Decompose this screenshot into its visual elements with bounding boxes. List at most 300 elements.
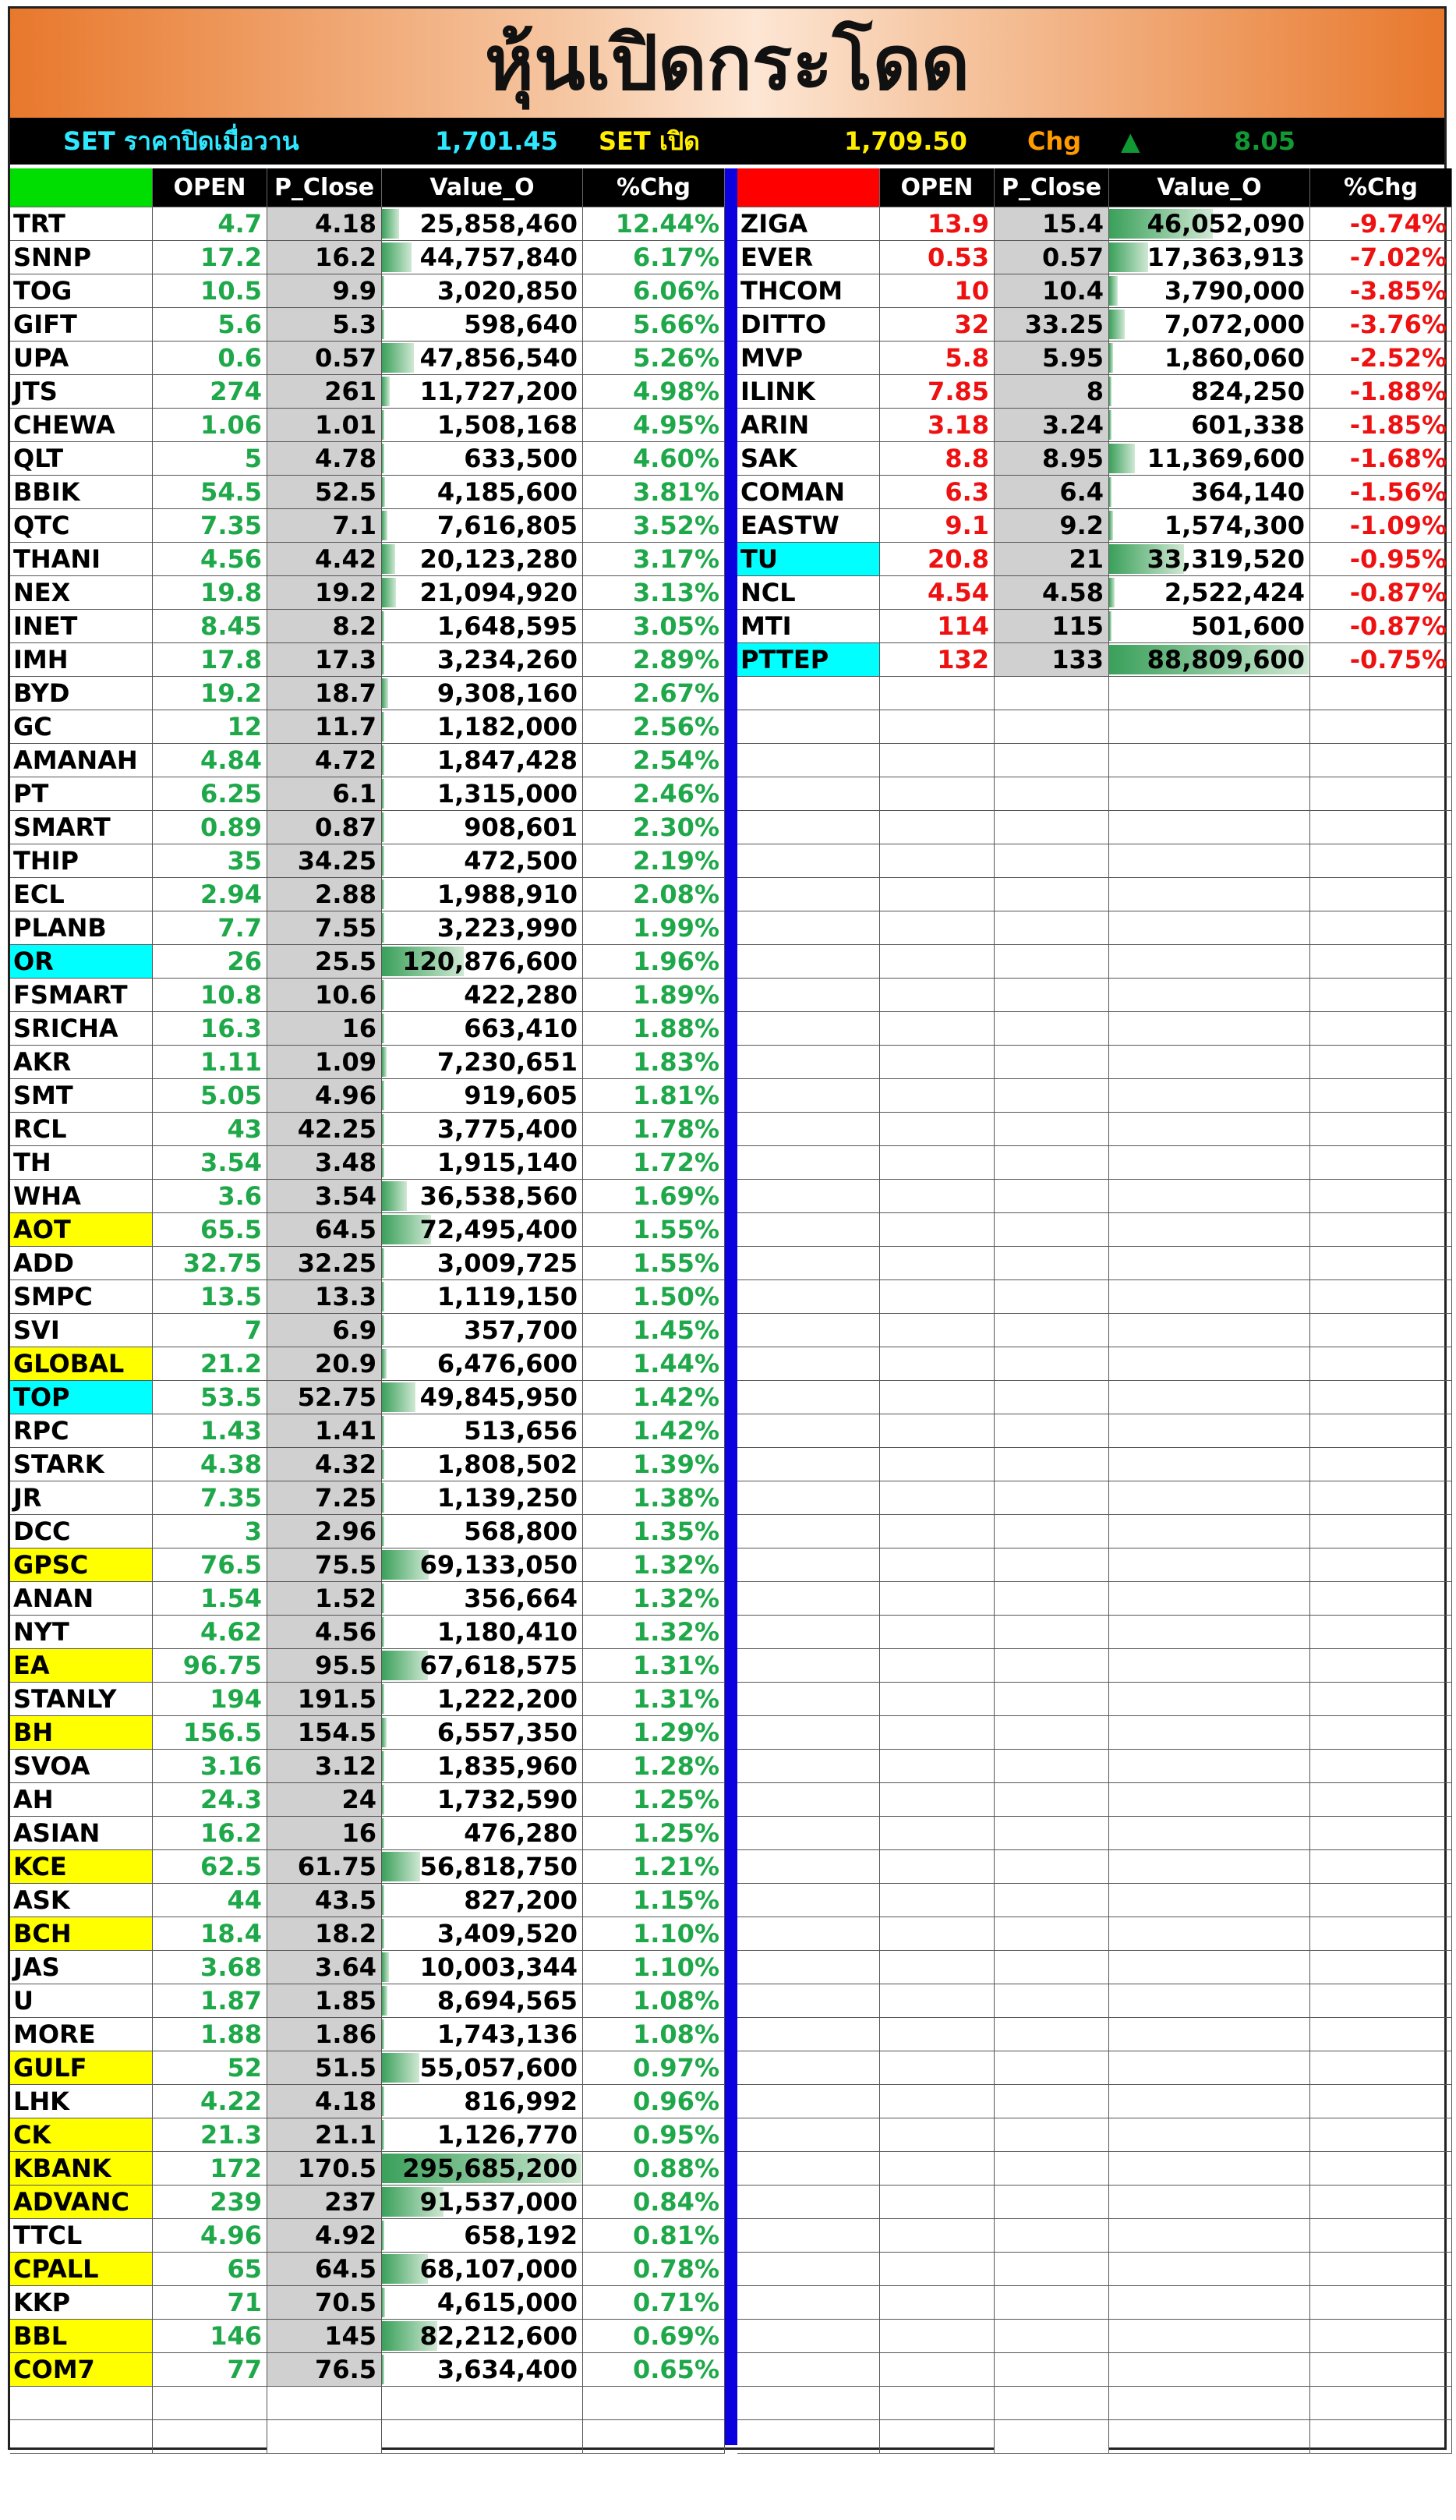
open-value: [382, 1649, 583, 1683]
stock-symbol[interactable]: RCL: [10, 1113, 153, 1146]
open-price: 96.75: [153, 1649, 267, 1683]
value-data-bar: [382, 678, 388, 708]
open-value: [382, 1012, 583, 1046]
stock-symbol[interactable]: AH: [10, 1783, 153, 1817]
empty-cell: [382, 2420, 583, 2454]
open-price: 4.96: [153, 2219, 267, 2253]
value-text: 47,856,540: [419, 343, 578, 373]
open-price: 18.4: [153, 1917, 267, 1951]
value-text: 1,808,502: [436, 1449, 578, 1479]
stock-symbol[interactable]: ADVANC: [10, 2186, 153, 2219]
empty-row: [737, 2051, 1452, 2085]
open-price: 35: [153, 844, 267, 878]
empty-cell: [880, 1146, 995, 1180]
empty-cell: [880, 2286, 995, 2320]
stock-symbol[interactable]: QTC: [10, 509, 153, 543]
empty-cell: [1109, 1481, 1310, 1515]
empty-row: [737, 1616, 1452, 1649]
open-price: 3.6: [153, 1180, 267, 1213]
empty-cell: [737, 1783, 880, 1817]
open-price: 77: [153, 2353, 267, 2387]
table-row: [10, 241, 725, 274]
stock-symbol[interactable]: GLOBAL: [10, 1347, 153, 1381]
prev-close-price: 19.2: [267, 576, 382, 610]
value-text: 1,119,150: [436, 1282, 578, 1311]
open-price: 0.89: [153, 811, 267, 844]
stock-symbol[interactable]: UPA: [10, 342, 153, 375]
stock-symbol[interactable]: MORE: [10, 2018, 153, 2051]
empty-row: [737, 1481, 1452, 1515]
value-data-bar: [382, 2086, 384, 2116]
stock-symbol[interactable]: IMH: [10, 643, 153, 677]
stock-symbol[interactable]: KCE: [10, 1850, 153, 1884]
stock-symbol[interactable]: CK: [10, 2118, 153, 2152]
open-price: 7.35: [153, 1481, 267, 1515]
open-price: 1.43: [153, 1414, 267, 1448]
empty-cell: [737, 1884, 880, 1917]
empty-cell: [995, 1683, 1109, 1716]
value-text: 1,126,770: [436, 2120, 578, 2150]
empty-row: [737, 1448, 1452, 1481]
stock-symbol[interactable]: ECL: [10, 878, 153, 911]
stock-symbol[interactable]: THANI: [10, 543, 153, 576]
open-price: 7.7: [153, 911, 267, 945]
open-value: [382, 744, 583, 777]
stock-symbol[interactable]: ARIN: [737, 409, 880, 442]
stock-symbol[interactable]: BH: [10, 1716, 153, 1750]
value-text: 1,222,200: [436, 1684, 578, 1714]
prev-close-price: 16.2: [267, 241, 382, 274]
prev-close-price: 75.5: [267, 1548, 382, 1582]
stock-symbol[interactable]: EA: [10, 1649, 153, 1683]
table-row: [10, 1414, 725, 1448]
stock-symbol[interactable]: GULF: [10, 2051, 153, 2085]
stock-symbol[interactable]: NEX: [10, 576, 153, 610]
empty-cell: [995, 1481, 1109, 1515]
stock-symbol[interactable]: ZIGA: [737, 207, 880, 241]
stock-symbol[interactable]: TRT: [10, 207, 153, 241]
stock-symbol[interactable]: AMANAH: [10, 744, 153, 777]
open-value: [382, 643, 583, 677]
value-text: 1,139,250: [436, 1483, 578, 1513]
empty-cell: [1109, 744, 1310, 777]
empty-row: [737, 2253, 1452, 2286]
stock-symbol[interactable]: SMT: [10, 1079, 153, 1113]
open-value: [1109, 409, 1310, 442]
open-value: [382, 710, 583, 744]
empty-cell: [995, 2387, 1109, 2420]
open-value: [382, 1448, 583, 1481]
open-price: 16.3: [153, 1012, 267, 1046]
prev-close-price: 145: [267, 2320, 382, 2353]
table-row: [10, 777, 725, 811]
table-row: [10, 811, 725, 844]
stock-symbol[interactable]: NYT: [10, 1616, 153, 1649]
table-row: [10, 442, 725, 476]
open-price: 3.18: [880, 409, 995, 442]
table-row: [10, 308, 725, 342]
pct-change: 2.89%: [583, 643, 725, 677]
empty-cell: [10, 2387, 153, 2420]
stock-symbol[interactable]: BBL: [10, 2320, 153, 2353]
empty-cell: [995, 677, 1109, 710]
empty-cell: [880, 677, 995, 710]
stock-symbol[interactable]: AOT: [10, 1213, 153, 1247]
stock-symbol[interactable]: TTCL: [10, 2219, 153, 2253]
stock-symbol[interactable]: GIFT: [10, 308, 153, 342]
stock-symbol[interactable]: DITTO: [737, 308, 880, 342]
stock-symbol[interactable]: GC: [10, 710, 153, 744]
prev-close-price: 6.9: [267, 1314, 382, 1347]
stock-symbol[interactable]: WHA: [10, 1180, 153, 1213]
empty-cell: [1109, 1347, 1310, 1381]
stock-symbol[interactable]: KKP: [10, 2286, 153, 2320]
prev-close-price: 70.5: [267, 2286, 382, 2320]
prev-close-price: 4.58: [995, 576, 1109, 610]
stock-symbol[interactable]: JTS: [10, 375, 153, 409]
stock-symbol[interactable]: TOP: [10, 1381, 153, 1414]
open-price: 10.8: [153, 979, 267, 1012]
empty-cell: [1109, 1750, 1310, 1783]
prev-close-price: 2.88: [267, 878, 382, 911]
prev-close-price: 4.32: [267, 1448, 382, 1481]
open-value: [382, 2219, 583, 2253]
value-text: 4,615,000: [436, 2288, 578, 2317]
value-text: 1,315,000: [436, 779, 578, 809]
empty-cell: [880, 844, 995, 878]
pct-change: 1.44%: [583, 1347, 725, 1381]
stock-symbol[interactable]: DCC: [10, 1515, 153, 1548]
stock-symbol[interactable]: SAK: [737, 442, 880, 476]
pct-change: 1.10%: [583, 1917, 725, 1951]
value-text: 598,640: [464, 310, 578, 339]
stock-symbol[interactable]: EVER: [737, 241, 880, 274]
empty-cell: [1109, 1146, 1310, 1180]
stock-symbol[interactable]: ASIAN: [10, 1817, 153, 1850]
empty-cell: [1109, 2152, 1310, 2186]
empty-cell: [1109, 1548, 1310, 1582]
empty-cell: [1109, 2219, 1310, 2253]
stock-symbol[interactable]: CHEWA: [10, 409, 153, 442]
stock-symbol[interactable]: STARK: [10, 1448, 153, 1481]
empty-cell: [1109, 1247, 1310, 1280]
open-price: 71: [153, 2286, 267, 2320]
empty-cell: [737, 2219, 880, 2253]
value-text: 21,094,920: [419, 578, 578, 607]
value-text: 91,537,000: [419, 2187, 578, 2217]
value-data-bar: [382, 1617, 384, 1647]
table-row: [10, 1448, 725, 1481]
empty-cell: [880, 2353, 995, 2387]
stock-symbol[interactable]: JR: [10, 1481, 153, 1515]
stock-symbol[interactable]: INET: [10, 610, 153, 643]
empty-cell: [995, 1146, 1109, 1180]
stock-symbol[interactable]: SNNP: [10, 241, 153, 274]
value-text: 3,409,520: [436, 1919, 578, 1948]
empty-cell: [1109, 1649, 1310, 1683]
stock-symbol[interactable]: THIP: [10, 844, 153, 878]
open-price: 21.3: [153, 2118, 267, 2152]
empty-row: [737, 1817, 1452, 1850]
page-title: หุ้นเปิดกระโดด: [10, 9, 1444, 118]
empty-row: [737, 1683, 1452, 1716]
stock-symbol[interactable]: COM7: [10, 2353, 153, 2387]
pct-change: 4.95%: [583, 409, 725, 442]
open-value: [382, 2286, 583, 2320]
open-price: 76.5: [153, 1548, 267, 1582]
prev-close-price: 0.57: [995, 241, 1109, 274]
empty-cell: [737, 1381, 880, 1414]
value-data-bar: [382, 242, 412, 272]
value-text: 1,915,140: [436, 1148, 578, 1177]
empty-cell: [880, 2219, 995, 2253]
table-row: [10, 1347, 725, 1381]
value-text: 46,052,090: [1147, 209, 1305, 239]
empty-cell: [995, 1213, 1109, 1247]
open-value: [1109, 342, 1310, 375]
open-price: 1.88: [153, 2018, 267, 2051]
value-data-bar: [382, 310, 384, 339]
empty-row: [737, 844, 1452, 878]
empty-cell: [737, 1548, 880, 1582]
value-text: 3,775,400: [436, 1114, 578, 1144]
stock-symbol[interactable]: SRICHA: [10, 1012, 153, 1046]
table-row: [10, 2219, 725, 2253]
stock-symbol[interactable]: OR: [10, 945, 153, 979]
prev-close-price: 3.48: [267, 1146, 382, 1180]
open-value: [1109, 375, 1310, 409]
stock-symbol[interactable]: U: [10, 1984, 153, 2018]
value-data-bar: [382, 2120, 384, 2150]
value-data-bar: [382, 745, 384, 775]
empty-cell: [880, 1314, 995, 1347]
empty-cell: [1310, 1616, 1452, 1649]
open-price: 62.5: [153, 1850, 267, 1884]
stock-symbol[interactable]: PT: [10, 777, 153, 811]
empty-cell: [737, 844, 880, 878]
stock-symbol[interactable]: FSMART: [10, 979, 153, 1012]
value-data-bar: [1109, 444, 1135, 473]
value-data-bar: [1109, 410, 1111, 440]
value-data-bar: [1109, 611, 1111, 641]
value-text: 82,212,600: [419, 2321, 578, 2351]
open-value: [382, 2186, 583, 2219]
table-row: [10, 1548, 725, 1582]
pct-change: 2.67%: [583, 677, 725, 710]
empty-row: [737, 979, 1452, 1012]
table-row: [737, 442, 1452, 476]
empty-cell: [880, 1180, 995, 1213]
empty-cell: [737, 2118, 880, 2152]
open-value: [382, 1347, 583, 1381]
table-row: [737, 610, 1452, 643]
open-value: [382, 1884, 583, 1917]
open-price: 5.8: [880, 342, 995, 375]
open-value: [382, 2118, 583, 2152]
value-text: 1,574,300: [1164, 511, 1305, 540]
value-text: 3,790,000: [1164, 276, 1305, 306]
empty-cell: [737, 2387, 880, 2420]
main-frame: [8, 6, 1447, 2450]
open-price: 52: [153, 2051, 267, 2085]
empty-cell: [880, 1616, 995, 1649]
empty-cell: [1310, 1046, 1452, 1079]
chg-label: Chg: [1027, 126, 1082, 156]
open-value: [382, 1046, 583, 1079]
empty-cell: [1109, 677, 1310, 710]
stock-symbol[interactable]: RPC: [10, 1414, 153, 1448]
value-text: 816,992: [464, 2086, 578, 2116]
stock-symbol[interactable]: ILINK: [737, 375, 880, 409]
stock-symbol[interactable]: TU: [737, 543, 880, 576]
open-value: [382, 207, 583, 241]
stock-symbol[interactable]: EASTW: [737, 509, 880, 543]
empty-cell: [995, 1716, 1109, 1750]
prev-close-price: 5.3: [267, 308, 382, 342]
value-data-bar: [382, 1181, 407, 1211]
table-row: [10, 2253, 725, 2286]
empty-cell: [880, 2253, 995, 2286]
stock-symbol[interactable]: ADD: [10, 1247, 153, 1280]
empty-cell: [1109, 1582, 1310, 1616]
empty-row: [737, 2118, 1452, 2152]
empty-cell: [880, 2420, 995, 2454]
stock-symbol[interactable]: STANLY: [10, 1683, 153, 1716]
table-row: [10, 610, 725, 643]
value-data-bar: [382, 1584, 384, 1613]
open-price: 114: [880, 610, 995, 643]
value-data-bar: [382, 712, 384, 741]
prev-close-price: 24: [267, 1783, 382, 1817]
empty-cell: [1310, 1850, 1452, 1884]
value-text: 88,809,600: [1147, 645, 1305, 674]
open-price: 146: [153, 2320, 267, 2353]
stock-symbol[interactable]: KBANK: [10, 2152, 153, 2186]
stock-symbol[interactable]: QLT: [10, 442, 153, 476]
stock-symbol[interactable]: ANAN: [10, 1582, 153, 1616]
stock-symbol[interactable]: SMART: [10, 811, 153, 844]
empty-cell: [737, 911, 880, 945]
table-row: [10, 1984, 725, 2018]
prev-close-price: 4.18: [267, 2085, 382, 2118]
empty-cell: [583, 2387, 725, 2420]
value-data-bar: [382, 1885, 384, 1915]
empty-cell: [880, 744, 995, 777]
stock-symbol[interactable]: THCOM: [737, 274, 880, 308]
stock-symbol[interactable]: COMAN: [737, 476, 880, 509]
empty-cell: [737, 1515, 880, 1548]
open-value: [382, 1314, 583, 1347]
open-value: [382, 844, 583, 878]
table-row: [10, 1046, 725, 1079]
open-value: [382, 1951, 583, 1984]
empty-cell: [1109, 1314, 1310, 1347]
empty-cell: [1109, 1515, 1310, 1548]
stock-symbol[interactable]: AKR: [10, 1046, 153, 1079]
open-value: [382, 2253, 583, 2286]
pct-change: 2.30%: [583, 811, 725, 844]
stock-symbol[interactable]: JAS: [10, 1951, 153, 1984]
empty-cell: [995, 1515, 1109, 1548]
pct-change: 0.84%: [583, 2186, 725, 2219]
stock-symbol[interactable]: LHK: [10, 2085, 153, 2118]
open-value: [382, 1113, 583, 1146]
stock-symbol[interactable]: PLANB: [10, 911, 153, 945]
prev-close-price: 64.5: [267, 2253, 382, 2286]
stock-symbol[interactable]: TH: [10, 1146, 153, 1180]
open-price: 7.35: [153, 509, 267, 543]
table-row: [10, 744, 725, 777]
prev-close-price: 33.25: [995, 308, 1109, 342]
open-price: 6.3: [880, 476, 995, 509]
open-price: 6.25: [153, 777, 267, 811]
empty-cell: [737, 2353, 880, 2387]
stock-symbol[interactable]: SVI: [10, 1314, 153, 1347]
value-data-bar: [382, 2288, 385, 2317]
stock-symbol[interactable]: ASK: [10, 1884, 153, 1917]
value-data-bar: [1109, 310, 1125, 339]
stock-symbol[interactable]: GPSC: [10, 1548, 153, 1582]
value-text: 3,634,400: [436, 2355, 578, 2384]
empty-cell: [737, 1280, 880, 1314]
pct-change: 1.45%: [583, 1314, 725, 1347]
open-value: [382, 945, 583, 979]
open-value: [382, 2152, 583, 2186]
prev-close-price: 11.7: [267, 710, 382, 744]
open-value: [382, 1683, 583, 1716]
table-row: [10, 1783, 725, 1817]
value-text: 919,605: [464, 1081, 578, 1110]
stock-symbol[interactable]: BBIK: [10, 476, 153, 509]
empty-cell: [737, 2085, 880, 2118]
prev-close-price: 76.5: [267, 2353, 382, 2387]
stock-symbol[interactable]: BCH: [10, 1917, 153, 1951]
open-price: 13.5: [153, 1280, 267, 1314]
col-header-open: OPEN: [880, 168, 995, 207]
value-text: 356,664: [464, 1584, 578, 1613]
stock-symbol[interactable]: SVOA: [10, 1750, 153, 1783]
value-text: 827,200: [464, 1885, 578, 1915]
stock-symbol[interactable]: MTI: [737, 610, 880, 643]
value-data-bar: [382, 812, 384, 842]
table-row: [10, 1113, 725, 1146]
empty-cell: [1109, 2118, 1310, 2152]
empty-cell: [1109, 1180, 1310, 1213]
open-price: 0.6: [153, 342, 267, 375]
pct-change: 1.32%: [583, 1548, 725, 1582]
losers-header-swatch: [737, 168, 880, 207]
table-row: [737, 207, 1452, 241]
stock-symbol[interactable]: PTTEP: [737, 643, 880, 677]
empty-cell: [267, 2387, 382, 2420]
stock-symbol[interactable]: MVP: [737, 342, 880, 375]
table-row: [10, 274, 725, 308]
empty-row: [737, 1347, 1452, 1381]
value-text: 56,818,750: [419, 1852, 578, 1881]
stock-symbol[interactable]: TOG: [10, 274, 153, 308]
value-data-bar: [382, 1483, 384, 1513]
pct-change: 0.95%: [583, 2118, 725, 2152]
prev-close-price: 4.78: [267, 442, 382, 476]
empty-cell: [1109, 2420, 1310, 2454]
stock-symbol[interactable]: NCL: [737, 576, 880, 610]
empty-cell: [880, 2118, 995, 2152]
stock-symbol[interactable]: CPALL: [10, 2253, 153, 2286]
stock-symbol[interactable]: BYD: [10, 677, 153, 710]
empty-cell: [1310, 1750, 1452, 1783]
value-data-bar: [382, 276, 384, 306]
stock-symbol[interactable]: SMPC: [10, 1280, 153, 1314]
